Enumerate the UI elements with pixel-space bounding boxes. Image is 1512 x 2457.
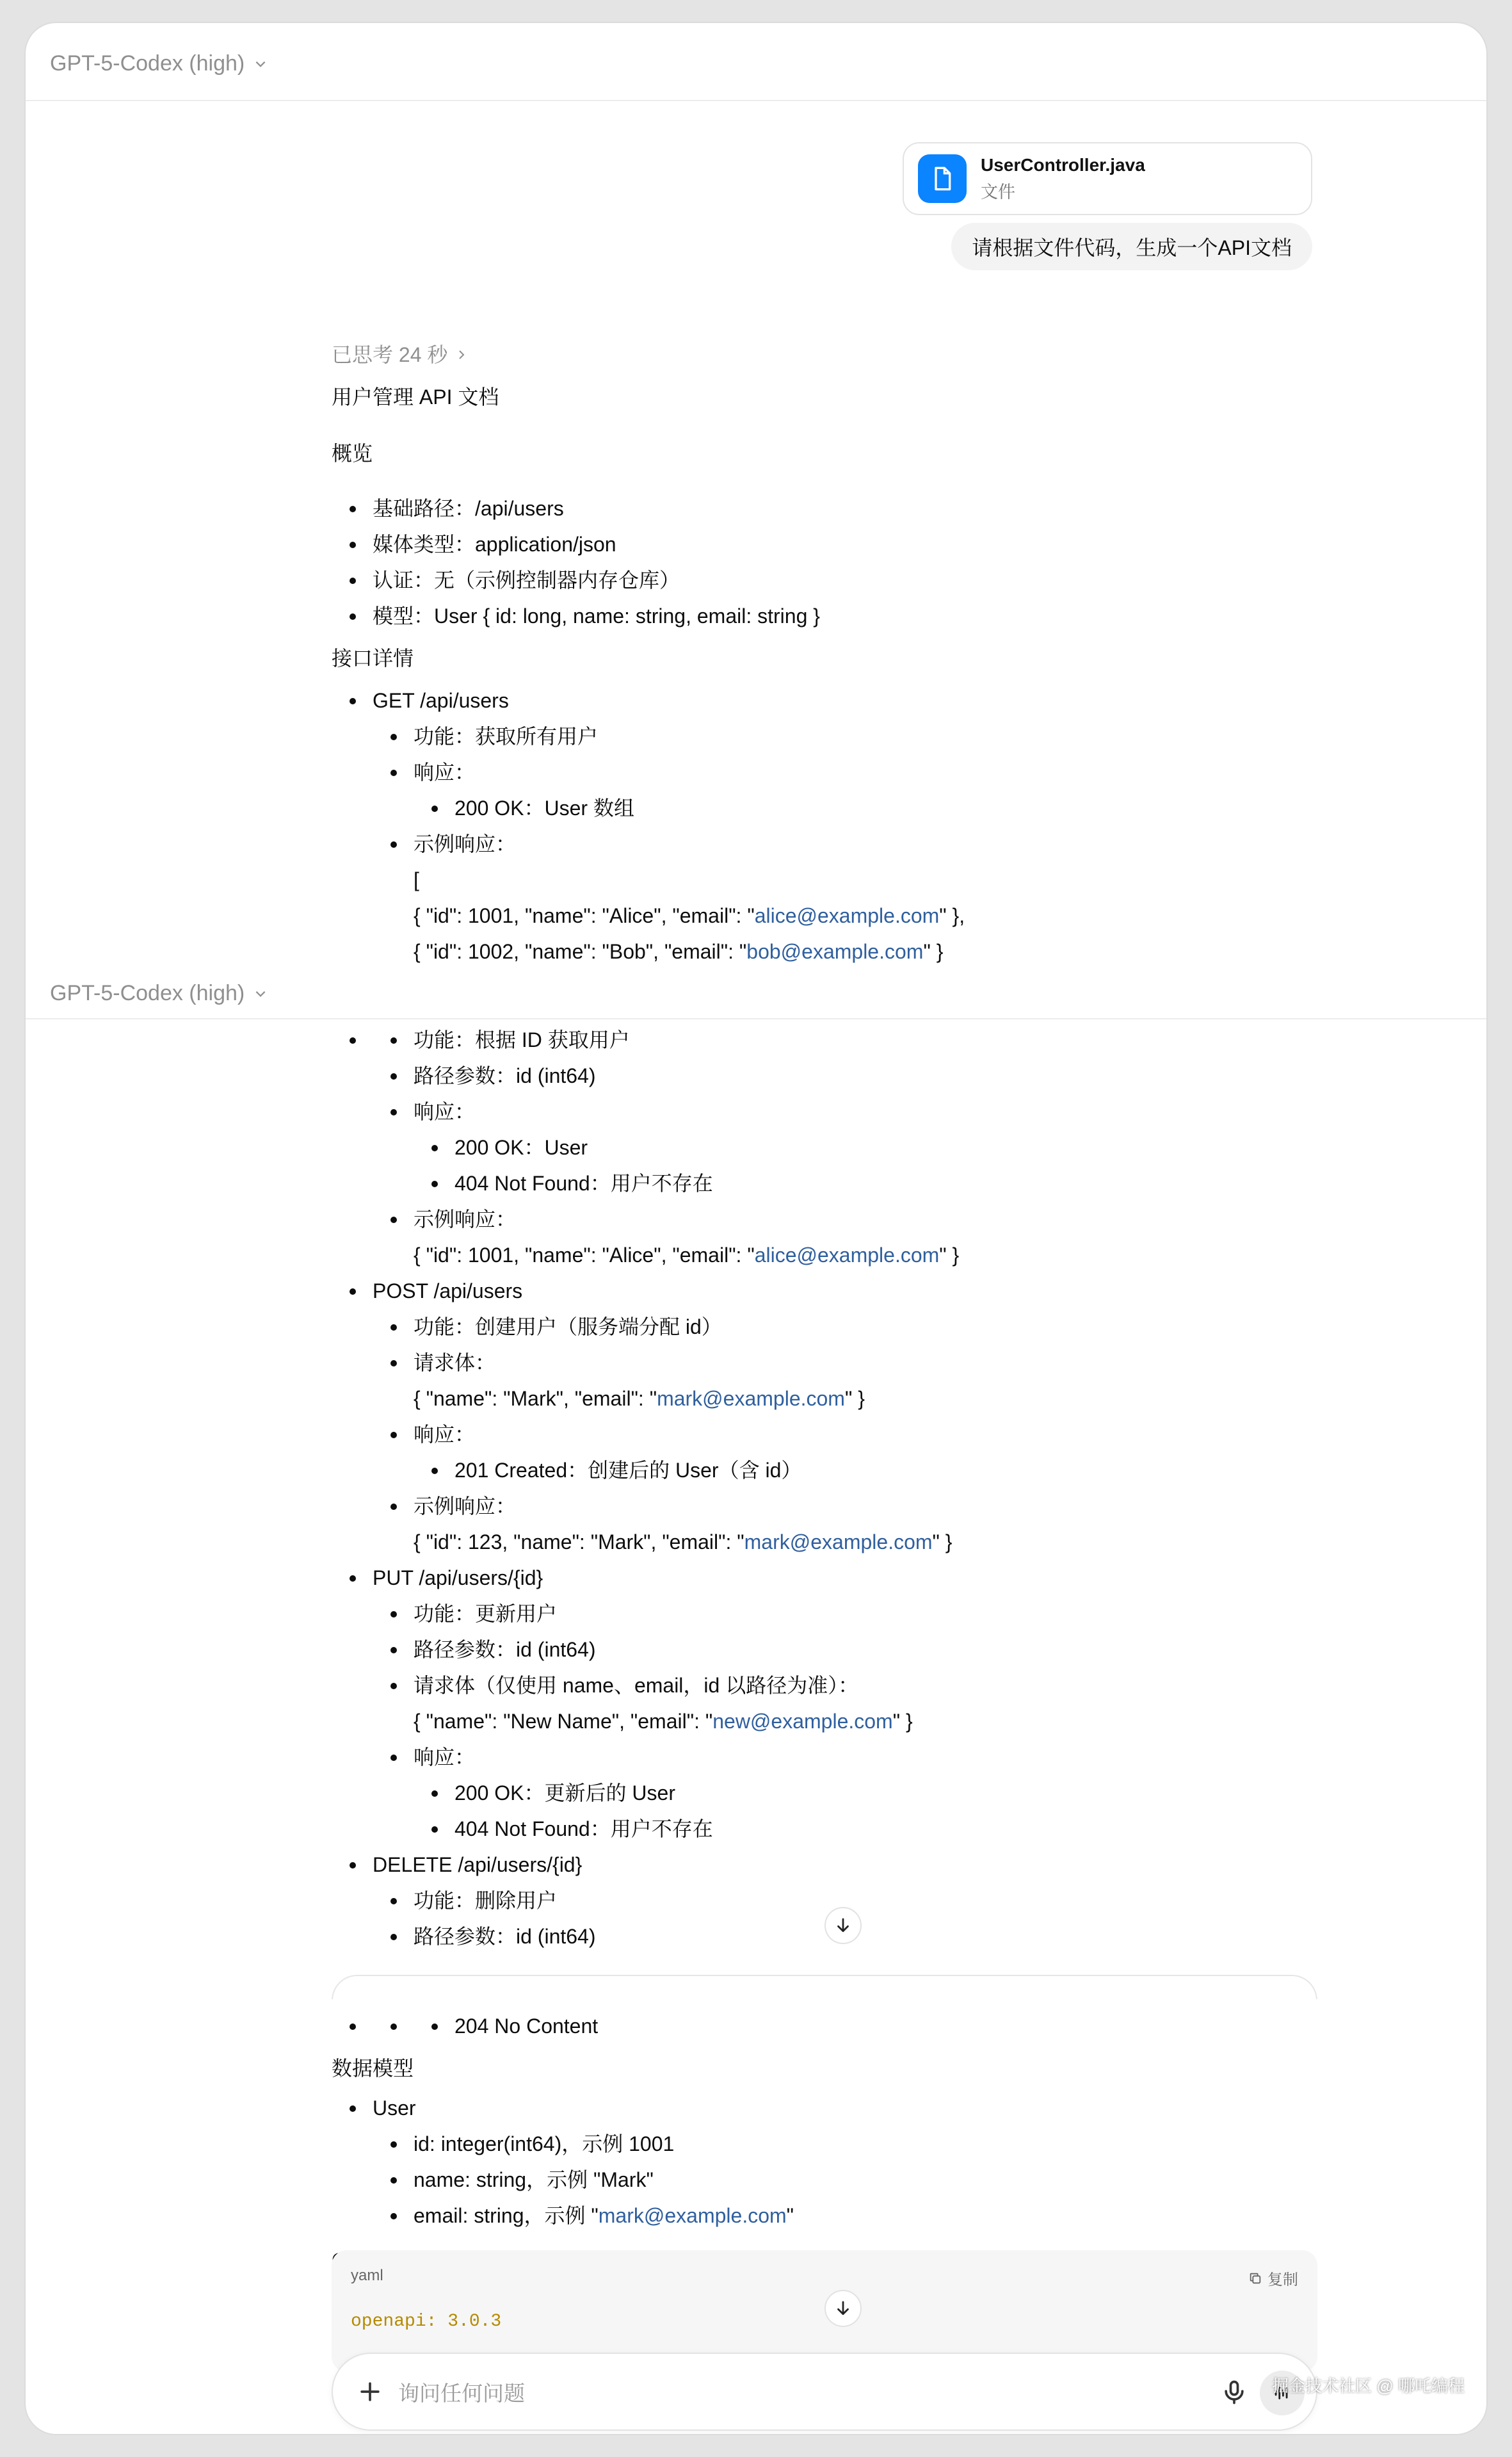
code-text: " } [923,940,944,963]
list-item: id: integer(int64)，示例 1001 [414,2126,1330,2162]
chevron-down-icon [253,987,268,1001]
code-text: { "id": 1001, "name": "Alice", "email": " [414,904,755,927]
list-item [414,2008,1330,2044]
example-label: 示例响应： [414,1208,517,1231]
arrow-down-icon [833,2299,853,2318]
endpoint-get-all [373,683,1330,969]
header-divider [26,100,1486,101]
endpoint-title: GET /api/users [373,689,509,712]
model-name: User [373,2096,416,2120]
model-list [332,2090,1330,2234]
email-link[interactable]: mark@example.com [598,2204,787,2227]
list-item [373,2090,1330,2234]
file-type: 文件 [981,182,1015,202]
email-link[interactable]: bob@example.com [746,940,924,963]
code-line [414,934,1330,969]
assistant-response-continued [332,1022,1330,1954]
code-text: { "id": 1001, "name": "Alice", "email": " [414,1244,755,1267]
code-text: " } [939,1244,960,1267]
email-link[interactable]: alice@example.com [754,904,940,927]
model-selector-label: GPT-5-Codex (high) [50,51,245,76]
endpoints-list [332,1022,1330,1954]
model-selector[interactable] [50,51,268,76]
code-language: yaml [351,2267,383,2284]
field-text: email: string，示例 " [414,2204,599,2227]
model-selector-label: GPT-5-Codex (high) [50,981,245,1005]
thought-toggle[interactable] [332,337,1330,373]
list-item [414,1416,1330,1488]
list-item: 404 Not Found：用户不存在 [454,1165,1330,1201]
doc-title: 用户管理 API 文档 [332,385,499,409]
example-label: 示例响应： [414,832,517,855]
thought-label: 已思考 24 秒 [332,343,448,366]
scroll-down-button[interactable] [824,2290,862,2327]
endpoint-put [373,1560,1330,1847]
copy-icon [1248,2271,1262,2285]
code-text: { "name": "Mark", "email": " [414,1387,657,1410]
resp-label: 响应： [414,761,476,784]
list-item [414,1201,1330,1273]
list-item: name: string，示例 "Mark" [414,2162,1330,2198]
code-line: [ [414,868,419,891]
list-item: 功能：删除用户 [414,1883,1330,1918]
list-item [414,2198,1330,2234]
endpoints-list [332,683,1330,969]
email-link[interactable]: new@example.com [712,1710,893,1733]
file-attachment[interactable] [903,142,1312,215]
watermark: 掘金技术社区 @ 哪吒编程 [1272,2376,1465,2396]
list-item [414,1345,1330,1416]
user-message: 请根据文件代码，生成一个API文档 [951,223,1312,270]
file-name: UserController.java [981,154,1145,175]
example-label: 示例响应： [414,1495,517,1518]
body-label: 请求体： [414,1351,496,1374]
list-item [373,2008,1330,2044]
copy-button[interactable] [1248,2267,1298,2289]
chevron-down-icon [253,57,268,71]
code-line [414,898,1330,934]
list-item: 201 Created：创建后的 User（含 id） [454,1452,1330,1488]
code-line [414,1381,1330,1416]
list-item [414,1094,1330,1201]
file-icon [918,154,967,203]
code-text: { "name": "New Name", "email": " [414,1710,713,1733]
endpoints-heading: 接口详情 [332,647,414,670]
code-text: " }, [939,904,965,927]
model-selector[interactable] [50,981,268,1006]
list-item: 路径参数：id (int64) [414,1058,1330,1094]
list-item: 功能：更新用户 [414,1596,1330,1632]
resp-label: 响应： [414,1423,476,1446]
example-code [373,862,1330,969]
code-line [414,1524,1330,1560]
list-item: 200 OK：更新后的 User [454,1775,1330,1811]
overview-heading: 概览 [332,442,373,465]
microphone-icon[interactable] [1220,2378,1248,2406]
header-divider [26,1018,1486,1019]
list-item: 404 Not Found：用户不存在 [454,1811,1330,1847]
endpoint-post [373,1273,1330,1560]
list-item [414,1667,1330,1739]
code-text: " } [892,1710,913,1733]
code-text: { "id": 1002, "name": "Bob", "email": " [414,940,747,963]
endpoint-get-by-id [373,1022,1330,1273]
code-text: " } [932,1530,953,1553]
list-item: 功能：获取所有用户 [414,718,1330,754]
list-item: 功能：创建用户（服务端分配 id） [414,1309,1330,1345]
code-line [414,1237,1330,1273]
overview-list [332,491,1330,634]
arrow-down-icon [833,1916,853,1935]
email-link[interactable]: mark@example.com [744,1530,933,1553]
endpoint-title: PUT /api/users/{id} [373,1566,543,1589]
code-line: openapi: 3.0.3 [351,2312,502,2331]
list-item [414,754,1330,826]
list-item [414,826,1330,862]
resp-label: 响应： [414,1100,476,1123]
scroll-down-button[interactable] [824,1907,862,1944]
plus-icon[interactable] [356,2378,384,2406]
list-item: 200 OK：User [454,1130,1330,1165]
resp-label: 响应： [414,1746,476,1769]
chevron-right-icon [455,348,468,361]
list-item: 模型：User { id: long, name: string, email: string } [373,598,1330,634]
code-text: " } [844,1387,865,1410]
assistant-response-tail [332,2008,1330,2278]
code-text: { "id": 123, "name": "Mark", "email": " [414,1530,744,1553]
email-link[interactable]: alice@example.com [754,1244,940,1267]
list-item [414,1488,1330,1560]
list-item: 路径参数：id (int64) [414,1918,1330,1954]
code-line [414,1703,1330,1739]
field-text: " [786,2204,794,2227]
list-item: 媒体类型：application/json [373,526,1330,562]
list-item [414,1739,1330,1847]
body-label: 请求体（仅使用 name、email，id 以路径为准）： [414,1674,859,1697]
list-item: 认证：无（示例控制器内存仓库） [373,562,1330,598]
list-item: 功能：根据 ID 获取用户 [414,1022,1330,1058]
list-item: 基础路径：/api/users [373,491,1330,526]
composer-input[interactable]: 询问任何问题 [398,2381,525,2405]
list-item: 路径参数：id (int64) [414,1632,1330,1667]
list-item: 204 No Content [454,2008,1330,2044]
copy-label: 复制 [1267,2271,1298,2289]
model-heading: 数据模型 [332,2057,414,2080]
app-window [26,23,1486,2434]
list-item: 200 OK：User 数组 [454,790,1330,826]
email-link[interactable]: mark@example.com [657,1387,845,1410]
endpoint-title: DELETE /api/users/{id} [373,1853,583,1876]
assistant-response [332,337,1330,969]
message-composer[interactable] [332,2353,1317,2431]
endpoint-title: POST /api/users [373,1279,523,1302]
